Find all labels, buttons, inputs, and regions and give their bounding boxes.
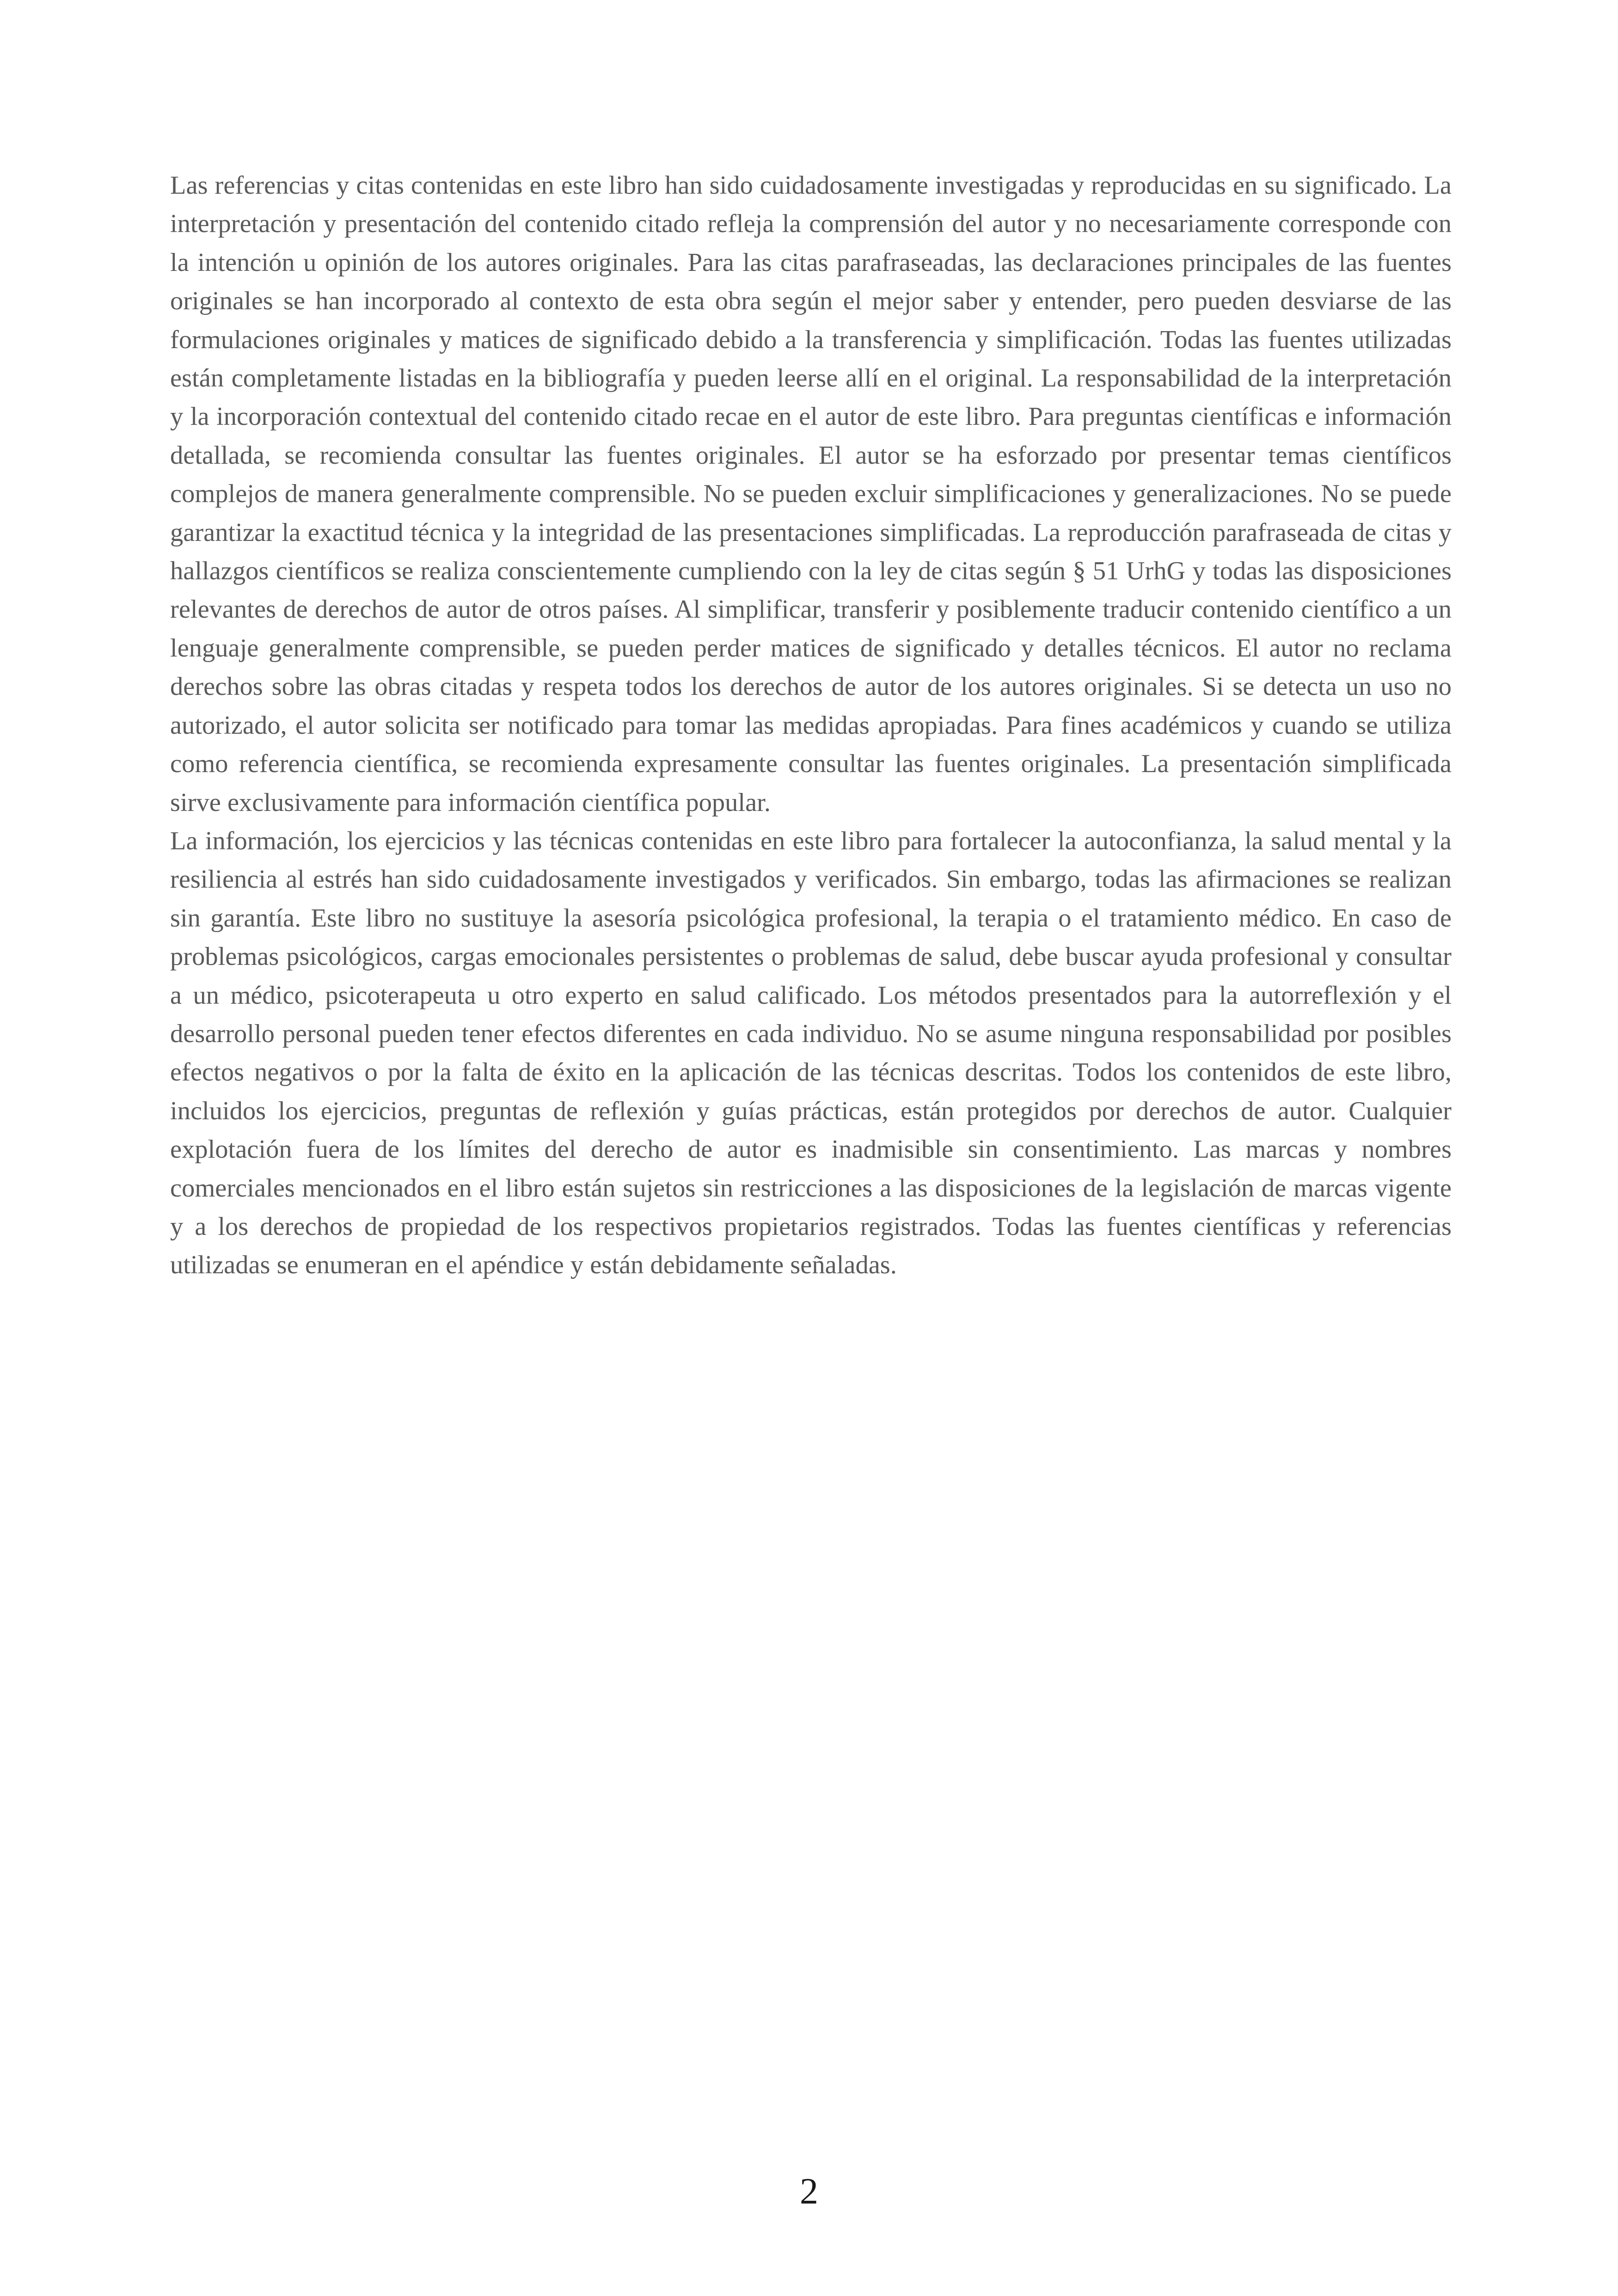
body-text [170, 166, 1452, 1285]
paragraph-copyright-citations: Las referencias y citas contenidas en este libro han sido cuidadosamente investigadas y reproducidas en su significado. La interpretación y presentación del contenido citado refleja la comprensión del autor y no necesariamente corresponde con la intención u opinión de los autores originales. Para las citas parafraseadas, las declaraciones principales de las fuentes originales se han incorporado al contexto de esta obra según el mejor saber y entender, pero pueden desviarse de las formulaciones originales y matices de significado debido a la transferencia y simplificación. Todas las fuentes utilizadas están completamente listadas en la bibliografía y pueden leerse allí en el original. La responsabilidad de la interpretación y la incorporación contextual del contenido citado recae en el autor de este libro. Para preguntas científicas e información detallada, se recomienda consultar las fuentes originales. El autor se ha esforzado por presentar temas científicos complejos de manera generalmente comprensible. No se pueden excluir simplificaciones y generalizaciones. No se puede garantizar la exactitud técnica y la integridad de las presentaciones simplificadas. La reproducción parafraseada de citas y hallazgos científicos se realiza conscientemente cumpliendo con la ley de citas según § 51 UrhG y todas las disposiciones relevantes de derechos de autor de otros países. Al simplificar, transferir y posiblemente traducir contenido científico a un lenguaje generalmente comprensible, se pueden perder matices de significado y detalles técnicos. El autor no reclama derechos sobre las obras citadas y respeta todos los derechos de autor de los autores originales. Si se detecta un uso no autorizado, el autor solicita ser notificado para tomar las medidas apropiadas. Para fines académicos y cuando se utiliza como referencia científica, se recomienda expresamente consultar las fuentes originales. La presentación simplificada sirve exclusivamente para información científica popular. [170, 171, 1452, 817]
paragraph-disclaimer: La información, los ejercicios y las técnicas contenidas en este libro para fortalecer la autoconfianza, la salud mental y la resiliencia al estrés han sido cuidadosamente investigados y verificados. Sin embargo, todas las afirmaciones se realizan sin garantía. Este libro no sustituye la asesoría psicológica profesional, la terapia o el tratamiento médico. En caso de problemas psicológicos, cargas emocionales persistentes o problemas de salud, debe buscar ayuda profesional y consultar a un médico, psicoterapeuta u otro experto en salud calificado. Los métodos presentados para la autorreflexión y el desarrollo personal pueden tener efectos diferentes en cada individuo. No se asume ninguna responsabilidad por posibles efectos negativos o por la falta de éxito en la aplicación de las técnicas descritas. Todos los contenidos de este libro, incluidos los ejercicios, preguntas de reflexión y guías prácticas, están protegidos por derechos de autor. Cualquier explotación fuera de los límites del derecho de autor es inadmisible sin consentimiento. Las marcas y nombres comerciales mencionados en el libro están sujetos sin restricciones a las disposiciones de la legislación de marcas vigente y a los derechos de propiedad de los respectivos propietarios registrados. Todas las fuentes científicas y referencias utilizadas se enumeran en el apéndice y están debidamente señaladas. [170, 826, 1452, 1280]
page-number: 2 [800, 2171, 818, 2212]
